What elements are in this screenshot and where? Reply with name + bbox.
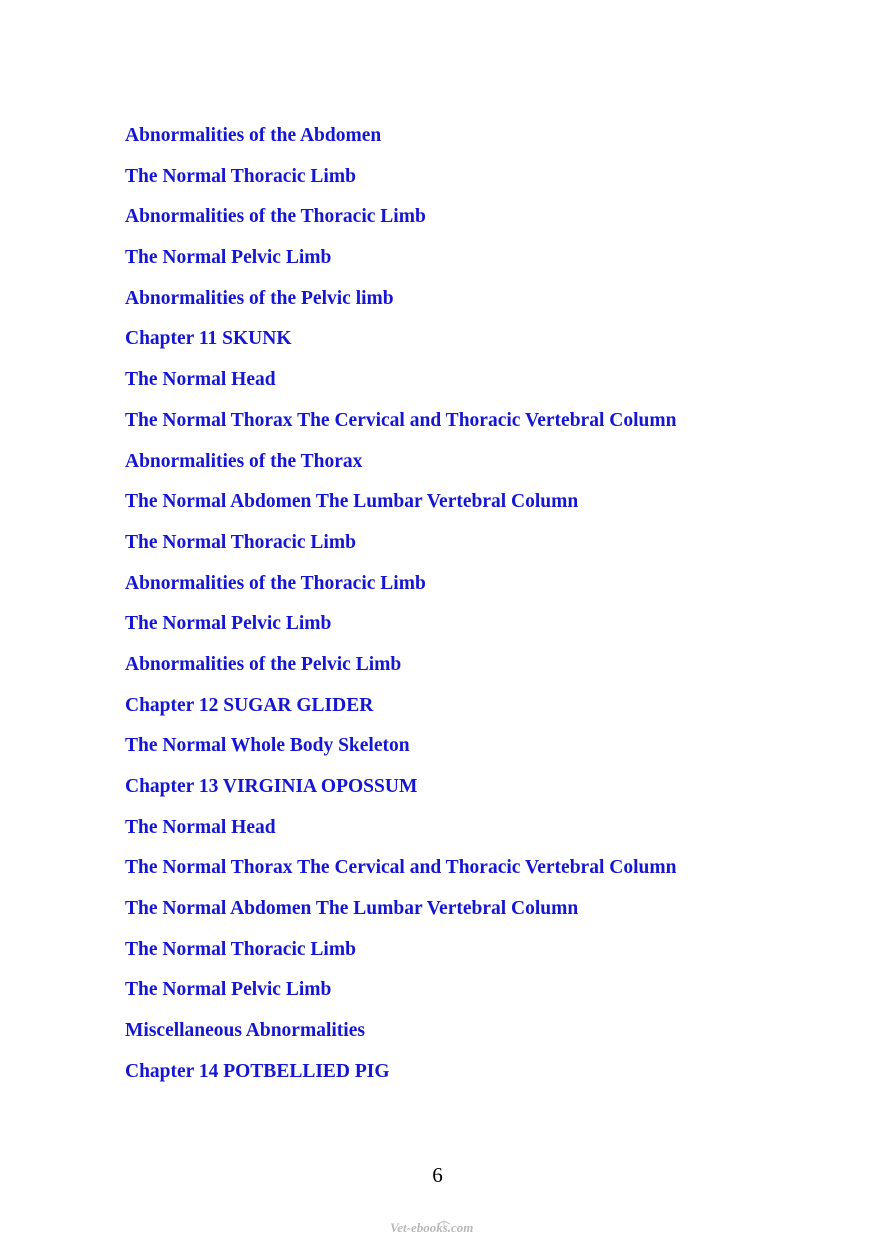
toc-entry [125, 489, 676, 530]
toc-entry [125, 367, 676, 408]
toc-entry [125, 774, 676, 815]
toc-link[interactable]: The Normal Thorax The Cervical and Thoracic Vertebral Column [125, 857, 677, 879]
toc-entry [125, 123, 676, 164]
toc-entry [125, 896, 676, 937]
toc-link[interactable]: Chapter 11 SKUNK [125, 328, 292, 350]
toc-entry [125, 204, 676, 245]
toc-link[interactable]: The Normal Thoracic Limb [125, 531, 356, 553]
toc-entry [125, 1018, 676, 1059]
toc-entry [125, 937, 676, 978]
toc-link[interactable]: Chapter 12 SUGAR GLIDER [125, 694, 374, 716]
page-number: 6 [432, 1163, 443, 1187]
toc-entry [125, 408, 676, 449]
toc-entry [125, 164, 676, 205]
toc-link[interactable]: Chapter 14 POTBELLIED PIG [125, 1060, 390, 1082]
toc-link[interactable]: The Normal Thoracic Limb [125, 165, 356, 187]
toc-link[interactable]: Abnormalities of the Thoracic Limb [125, 572, 426, 594]
toc-entry [125, 855, 676, 896]
toc-link[interactable]: The Normal Whole Body Skeleton [125, 735, 410, 757]
toc-entry [125, 693, 676, 734]
toc-link[interactable]: The Normal Pelvic Limb [125, 613, 332, 635]
toc-link[interactable]: The Normal Head [125, 816, 276, 838]
toc-entry [125, 571, 676, 612]
toc-link[interactable]: The Normal Thoracic Limb [125, 938, 356, 960]
toc-link[interactable]: Chapter 13 VIRGINIA OPOSSUM [125, 776, 418, 797]
toc-link[interactable]: Abnormalities of the Thoracic Limb [125, 206, 426, 228]
watermark-text: Vet-ebooks.com [390, 1220, 474, 1235]
toc-link[interactable]: Abnormalities of the Pelvic limb [125, 287, 394, 309]
toc-entry [125, 449, 676, 490]
toc-entry [125, 611, 676, 652]
toc-link[interactable]: Abnormalities of the Abdomen [125, 125, 382, 146]
toc-link[interactable]: Miscellaneous Abnormalities [125, 1020, 365, 1042]
toc-link[interactable]: The Normal Pelvic Limb [125, 247, 332, 269]
toc-link[interactable]: The Normal Pelvic Limb [125, 979, 332, 1001]
toc-entry [125, 286, 676, 327]
toc-entry [125, 733, 676, 774]
table-of-contents [125, 123, 676, 1100]
toc-entry [125, 977, 676, 1018]
toc-link[interactable]: The Normal Head [125, 369, 276, 391]
toc-link[interactable]: Abnormalities of the Thorax [125, 450, 363, 472]
toc-entry [125, 245, 676, 286]
toc-entry [125, 530, 676, 571]
toc-link[interactable]: The Normal Abdomen The Lumbar Vertebral Column [125, 898, 579, 920]
toc-link[interactable]: The Normal Thorax The Cervical and Thoracic Vertebral Column [125, 409, 677, 431]
watermark-logo [388, 1215, 488, 1237]
toc-link[interactable]: Abnormalities of the Pelvic Limb [125, 653, 402, 675]
toc-entry [125, 652, 676, 693]
toc-link[interactable]: The Normal Abdomen The Lumbar Vertebral Column [125, 491, 579, 513]
toc-entry [125, 815, 676, 856]
toc-entry [125, 1059, 676, 1100]
toc-entry [125, 326, 676, 367]
